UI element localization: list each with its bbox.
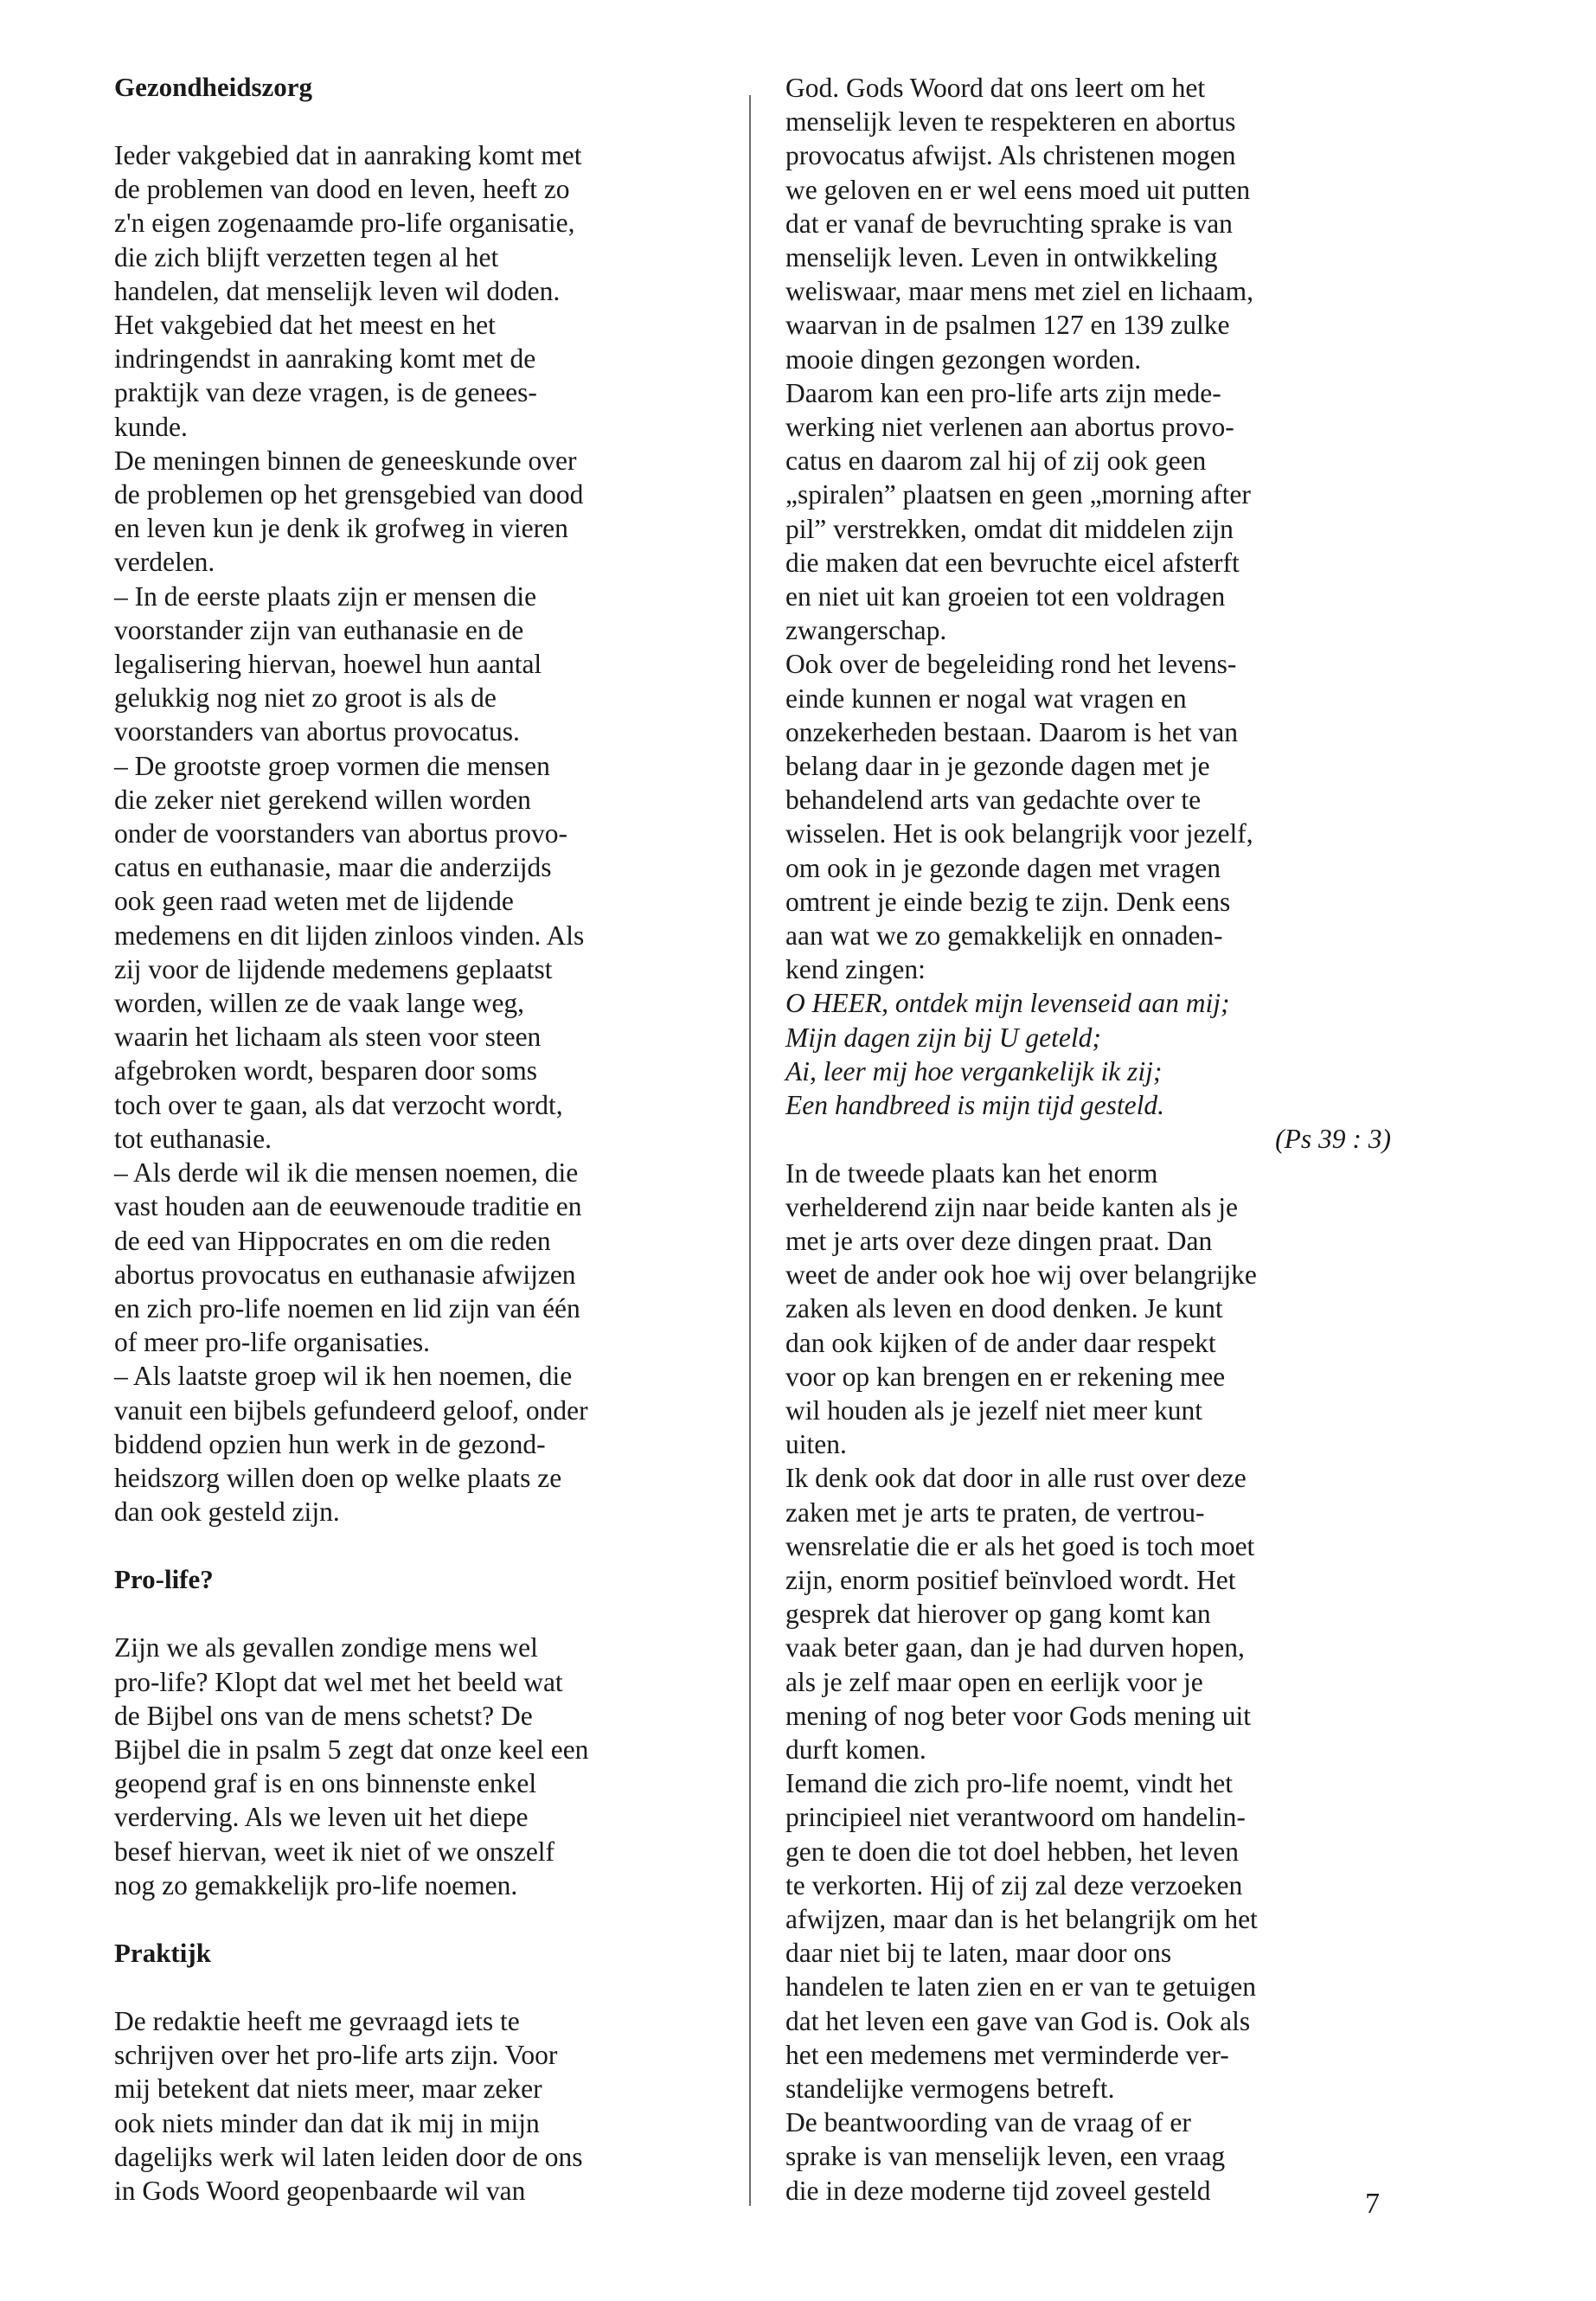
text-line: te verkorten. Hij of zij zal deze verzoeken	[785, 1869, 1243, 1900]
text-line: Iemand die zich pro-life noemt, vindt het	[785, 1768, 1233, 1799]
text-line: vaak beter gaan, dan je had durven hopen,	[785, 1632, 1245, 1663]
text-line: zij voor de lijdende medemens geplaatst	[114, 953, 553, 984]
text-line: tot euthanasie.	[114, 1123, 272, 1154]
text-line: voorstanders van abortus provocatus.	[114, 716, 520, 747]
text-line: worden, willen ze de vaak lange weg,	[114, 988, 525, 1019]
text-line: z'n eigen zogenaamde pro-life organisatie,	[114, 208, 575, 239]
text-line: O HEER, ontdek mijn levenseid aan mij;	[785, 988, 1230, 1019]
text-line: of meer pro-life organisaties.	[114, 1327, 431, 1358]
text-line: en leven kun je denk ik grofweg in vieren	[114, 513, 568, 544]
text-line: en zich pro-life noemen en lid zijn van één	[114, 1292, 580, 1324]
text-line: wisselen. Het is ook belangrijk voor jezelf,	[785, 818, 1253, 849]
text-line: besef hiervan, weet ik niet of we onszelf	[114, 1836, 555, 1867]
text-line: uiten.	[785, 1429, 847, 1460]
text-line: nog zo gemakkelijk pro-life noemen.	[114, 1869, 518, 1900]
text-line: die in deze moderne tijd zoveel gesteld	[785, 2175, 1211, 2206]
text-line: om ook in je gezonde dagen met vragen	[785, 852, 1221, 883]
text-line: zaken met je arts te praten, de vertrou-	[785, 1497, 1205, 1528]
text-line: dagelijks werk wil laten leiden door de ons	[114, 2141, 583, 2172]
text-line: vast houden aan de eeuwenoude traditie en	[114, 1191, 582, 1222]
text-line: gen te doen die tot doel hebben, het leven	[785, 1836, 1239, 1867]
text-line: schrijven over het pro-life arts zijn. Voor	[114, 2040, 558, 2071]
right-column	[766, 71, 1391, 2208]
text-line: provocatus afwijst. Als christenen mogen	[785, 140, 1236, 171]
text-line: behandelend arts van gedachte over te	[785, 785, 1202, 816]
text-line: weliswaar, maar mens met ziel en lichaam,	[785, 276, 1254, 307]
text-line: voor op kan brengen en er rekening mee	[785, 1361, 1226, 1392]
text-line: belang daar in je gezonde dagen met je	[785, 751, 1210, 782]
section-heading-gezondheidszorg: Gezondheidszorg	[114, 72, 313, 102]
text-line: Het vakgebied dat het meest en het	[114, 310, 496, 341]
paragraph-continuation	[785, 71, 1391, 986]
text-line: dat er vanaf de bevruchting sprake is van	[785, 208, 1233, 239]
text-line: werking niet verlenen aan abortus provo-	[785, 412, 1234, 443]
text-line: Bijbel die in psalm 5 zegt dat onze keel een	[114, 1734, 589, 1765]
text-line: dat het leven een gave van God is. Ook als	[785, 2005, 1251, 2036]
text-line: handelen, dat menselijk leven wil doden.	[114, 275, 561, 306]
text-line: de Bijbel ons van de mens schetst? De	[114, 1700, 533, 1731]
text-line: in Gods Woord geopenbaarde wil van	[114, 2175, 526, 2206]
text-line: Een handbreed is mijn tijd gesteld.	[785, 1090, 1165, 1121]
text-line: – In de eerste plaats zijn er mensen die	[114, 580, 537, 612]
citation-text: (Ps 39 : 3)	[1275, 1124, 1391, 1155]
text-line: wil houden als je jezelf niet meer kunt	[785, 1394, 1202, 1426]
text-line: verdelen.	[114, 547, 215, 578]
text-line: gelukkig nog niet zo groot is als de	[114, 683, 497, 714]
text-line: kend zingen:	[785, 954, 926, 985]
text-line: mooie dingen gezongen worden.	[785, 343, 1142, 375]
text-line: De redaktie heeft me gevraagd iets te	[114, 2005, 520, 2036]
text-line: en niet uit kan groeien tot een voldragen	[785, 581, 1226, 612]
section-heading-pro-life: Pro-life?	[114, 1564, 214, 1595]
psalm-verse	[785, 986, 1391, 1122]
text-line: principieel niet verantwoord om handelin-	[785, 1802, 1246, 1833]
paragraph-pro-life	[114, 1631, 728, 1902]
text-line: zaken als leven en dood denken. Je kunt	[785, 1293, 1223, 1324]
column-divider	[749, 95, 751, 2206]
text-line: verderving. Als we leven uit het diepe	[114, 1802, 529, 1833]
text-line: Mijn dagen zijn bij U geteld;	[785, 1022, 1101, 1053]
text-line: einde kunnen er nogal wat vragen en	[785, 683, 1187, 714]
text-line: abortus provocatus en euthanasie afwijzen	[114, 1259, 576, 1290]
text-line: indringendst in aanraking komt met de	[114, 343, 536, 375]
text-line: – De grootste groep vormen die mensen	[114, 750, 550, 781]
text-line: heidszorg willen doen op welke plaats ze	[114, 1462, 562, 1493]
text-line: catus en daarom zal hij of zij ook geen	[785, 445, 1207, 477]
text-line: ook niets minder dan dat ik mij in mijn	[114, 2107, 540, 2138]
text-line: die zich blijft verzetten tegen al het	[114, 241, 499, 272]
text-line: zijn, enorm positief beïnvloed wordt. Het	[785, 1564, 1236, 1595]
text-line: onder de voorstanders van abortus provo-	[114, 818, 567, 849]
text-line: weet de ander ook hoe wij over belangrijke	[785, 1259, 1257, 1291]
text-line: Ai, leer mij hoe vergankelijk ik zij;	[785, 1055, 1163, 1086]
text-line: verhelderend zijn naar beide kanten als je	[785, 1191, 1238, 1222]
section-heading-praktijk: Praktijk	[114, 1937, 211, 1968]
text-line: pro-life? Klopt dat wel met het beeld wat	[114, 1666, 563, 1697]
text-line: waarin het lichaam als steen voor steen	[114, 1022, 542, 1053]
paragraph-gezondheidszorg	[114, 138, 728, 1529]
text-line: de problemen op het grensgebied van dood	[114, 479, 584, 510]
text-line: medemens en dit lijden zinloos vinden. Als	[114, 920, 585, 951]
text-line: – Als derde wil ik die mensen noemen, die	[114, 1157, 579, 1189]
text-line: omtrent je einde bezig te zijn. Denk eens	[785, 886, 1231, 917]
text-line: menselijk leven te respekteren en abortus	[785, 106, 1236, 138]
text-line: die maken dat een bevruchte eicel afsterft	[785, 547, 1240, 578]
paragraph-praktijk	[114, 2004, 728, 2208]
text-line: we geloven en er wel eens moed uit putten	[785, 174, 1251, 205]
text-line: als je zelf maar open en eerlijk voor je	[785, 1666, 1203, 1697]
text-line: onzekerheden bestaan. Daarom is het van	[785, 716, 1239, 747]
text-line: dan ook gesteld zijn.	[114, 1497, 340, 1528]
left-column	[114, 71, 728, 2208]
psalm-citation	[785, 1122, 1391, 1156]
text-line: Daarom kan een pro-life arts zijn mede-	[785, 377, 1221, 408]
text-line: vanuit een bijbels gefundeerd geloof, onder	[114, 1394, 588, 1426]
text-line: die zeker niet gerekend willen worden	[114, 784, 531, 815]
text-line: God. Gods Woord dat ons leert om het	[785, 73, 1206, 103]
text-line: De meningen binnen de geneeskunde over	[114, 445, 577, 476]
text-line: afwijzen, maar dan is het belangrijk om het	[785, 1903, 1258, 1934]
text-line: daar niet bij te laten, maar door ons	[785, 1938, 1172, 1969]
text-line: catus en euthanasie, maar die anderzijds	[114, 852, 552, 883]
text-line: Ook over de begeleiding rond het levens-	[785, 649, 1237, 680]
text-line: handelen te laten zien en er van te getuigen	[785, 1971, 1256, 2003]
text-line: gesprek dat hierover op gang komt kan	[785, 1599, 1211, 1630]
text-line: geopend graf is en ons binnenste enkel	[114, 1768, 537, 1799]
page-number: 7	[1365, 2188, 1380, 2220]
text-line: pil” verstrekken, omdat dit middelen zijn	[785, 513, 1234, 544]
text-line: biddend opzien hun werk in de gezond-	[114, 1428, 546, 1459]
text-line: met je arts over deze dingen praat. Dan	[785, 1225, 1213, 1256]
text-line: voorstander zijn van euthanasie en de	[114, 614, 524, 645]
text-line: praktijk van deze vragen, is de genees-	[114, 377, 537, 408]
text-line: In de tweede plaats kan het enorm	[785, 1157, 1158, 1189]
text-line: waarvan in de psalmen 127 en 139 zulke	[785, 310, 1230, 341]
text-line: afgebroken wordt, besparen door soms	[114, 1055, 537, 1086]
paragraph-second-place	[785, 1157, 1391, 2208]
text-line: de eed van Hippocrates en om die reden	[114, 1225, 551, 1256]
text-line: dan ook kijken of de ander daar respekt	[785, 1327, 1216, 1358]
text-line: standelijke vermogens betreft.	[785, 2073, 1115, 2104]
text-line: aan wat we zo gemakkelijk en onnaden-	[785, 920, 1223, 952]
text-line: kunde.	[114, 411, 188, 442]
text-line: Zijn we als gevallen zondige mens wel	[114, 1632, 538, 1663]
text-line: durft komen.	[785, 1734, 926, 1765]
text-line: Ieder vakgebied dat in aanraking komt met	[114, 140, 582, 170]
text-line: Ik denk ook dat door in alle rust over deze	[785, 1463, 1247, 1494]
text-line: wensrelatie die er als het goed is toch moet	[785, 1530, 1255, 1561]
text-line: menselijk leven. Leven in ontwikkeling	[785, 242, 1218, 273]
text-line: legalisering hiervan, hoewel hun aantal	[114, 649, 542, 680]
text-line: mening of nog beter voor Gods mening uit	[785, 1700, 1252, 1731]
text-line: ook geen raad weten met de lijdende	[114, 886, 514, 917]
text-line: mij betekent dat niets meer, maar zeker	[114, 2073, 542, 2105]
text-line: toch over te gaan, als dat verzocht wordt,	[114, 1089, 563, 1120]
text-line: de problemen van dood en leven, heeft zo	[114, 174, 570, 205]
text-line: het een medemens met verminderde ver-	[785, 2039, 1229, 2070]
text-line: zwangerschap.	[785, 615, 947, 646]
text-line: De beantwoording van de vraag of er	[785, 2107, 1191, 2138]
text-line: – Als laatste groep wil ik hen noemen, die	[114, 1361, 573, 1392]
text-line: „spiralen” plaatsen en geen „morning after	[785, 479, 1251, 510]
text-line: sprake is van menselijk leven, een vraag	[785, 2141, 1226, 2172]
